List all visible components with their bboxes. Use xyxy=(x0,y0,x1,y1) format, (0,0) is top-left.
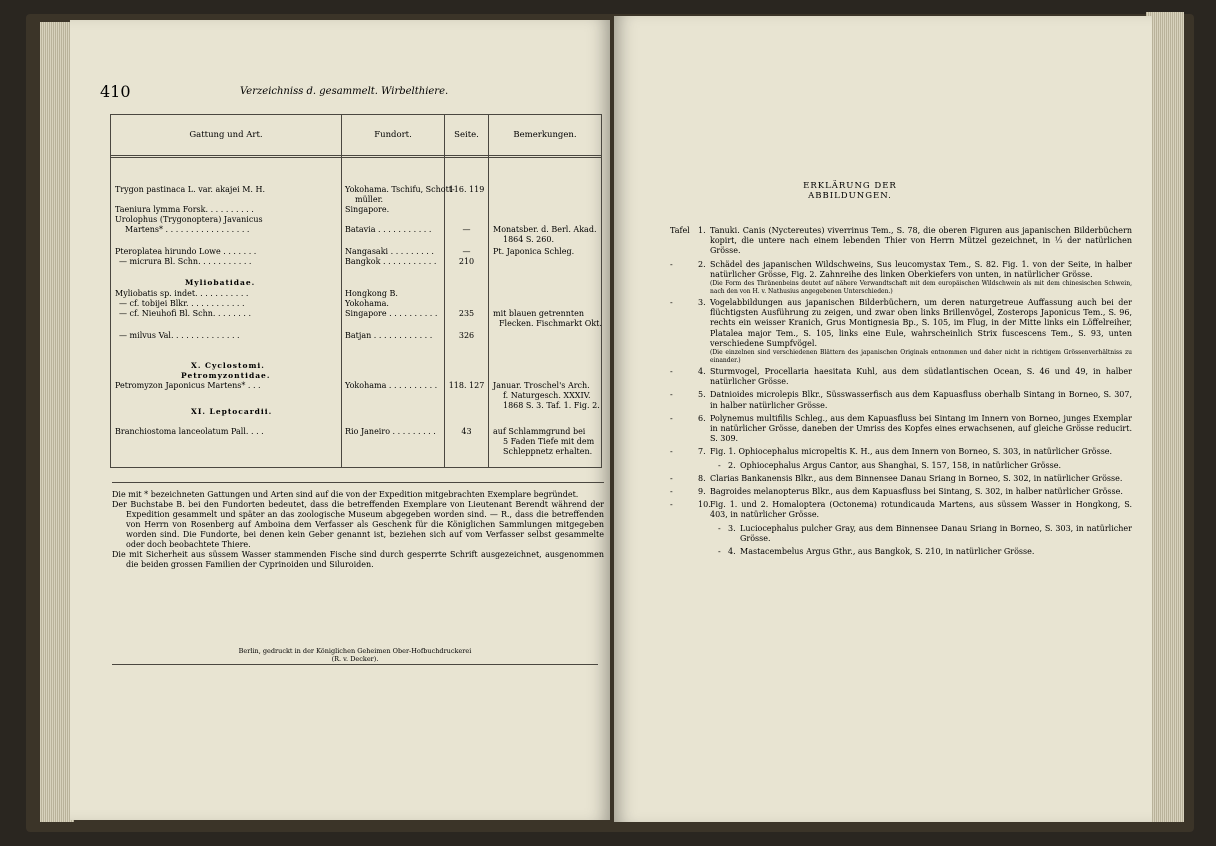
page-cell: 116. 119 xyxy=(448,185,485,194)
running-head: Verzeichniss d. gesammelt. Wirbelthiere. xyxy=(240,86,449,97)
footnotes xyxy=(112,490,604,570)
plate-number: 9. xyxy=(698,487,706,497)
footnote: Der Buchstabe B. bei den Fundorten bedeutet, dass die betreffenden Exemplare von Lieutenant Berendt während der Expedition gesammelt und später an das zoologische Museum abgegeben worden sind. — R., dass die betreffenden von Herrn von Rosenberg auf Amboina dem Verfasser als Geschenk für die Königlichen Sammlungen mitgegeben worden sind. Die Fundorte, bei denen kein Geber genannt ist, beziehen sich auf vom Verfasser selbst gesammelte oder doch beobachtete Thiere. xyxy=(112,500,604,549)
species-cell: Branchiostoma lanceolatum Pall. . . . xyxy=(115,427,264,436)
plate-label: - xyxy=(718,523,721,533)
location-cell: Bangkok . . . . . . . . . . . xyxy=(345,257,437,266)
plate-entry xyxy=(670,226,1132,257)
location-cell: Singapore. xyxy=(345,205,390,214)
footnote: Die mit * bezeichneten Gattungen und Arten sind auf die von der Expedition mitgebrachten Exemplare begründet. xyxy=(112,490,579,499)
plate-number: 4. xyxy=(728,547,736,557)
plate-text: Bagroides melanopterus Blkr., aus dem Kapuasfluss bei Sintang, S. 302, in halber natürlicher Grösse. xyxy=(710,487,1123,497)
location-cell: Rio Janeiro . . . . . . . . . xyxy=(345,427,436,436)
plate-label: - xyxy=(670,447,673,457)
plate-list xyxy=(670,226,1132,560)
remark-cell: Flecken. Fischmarkt Okt. xyxy=(499,319,602,328)
plate-entry xyxy=(670,524,1132,544)
plate-text: Vogelabbildungen aus japanischen Bilderbüchern, um deren naturgetreue Auffassung auch bei der flüchtigsten Ausführung zu zeigen, und zwar oben links Brillenvögel, Zosterops Japonicus Tem., S. 96, rechts ein weisser Kranich, Grus Montignesia Bp., S. 105, im Flug, in der Mitte links ein Löffelreiher, Platalea major Tem., S. 105, links eine Eule, wahrscheinlich Strix fuscescens Tem., S. 93, unten verschiedene Sumpfvögel. xyxy=(710,298,1132,348)
species-cell: — cf. tobijei Blkr. . . . . . . . . . . . xyxy=(119,299,245,308)
plate-text: Sturmvogel, Procellaria haesitata Kuhl, aus dem südatlantischen Ocean, S. 46 und 49, in halber natürlicher Grösse. xyxy=(710,367,1132,387)
plate-text: Clarias Bankanensis Blkr., aus dem Binnensee Danau Sriang in Borneo, S. 302, in natürlicher Grösse. xyxy=(710,473,1123,483)
group-heading: Myliobatidae. xyxy=(185,278,256,287)
location-cell: Yokohama. xyxy=(345,299,389,308)
plate-label: - xyxy=(670,390,673,400)
location-cell: Nangasaki . . . . . . . . . xyxy=(345,247,434,256)
remark-cell: f. Naturgesch. XXXIV. xyxy=(503,391,591,400)
page-cell: 235 xyxy=(458,309,475,318)
location-cell: Singapore . . . . . . . . . . xyxy=(345,309,438,318)
plate-entry xyxy=(670,260,1132,295)
plate-text: Schädel des japanischen Wildschweins, Sus leucomystax Tem., S. 82. Fig. 1. von der Seite, in halber natürlicher Grösse, Fig. 2. Zahnreihe des linken Oberkiefers von unten, in natürlicher Grösse. xyxy=(710,259,1132,279)
plate-number: 6. xyxy=(698,413,706,423)
species-cell: — cf. Nieuhofi Bl. Schn. . . . . . . . xyxy=(119,309,252,318)
plate-number: 3. xyxy=(728,523,736,533)
plate-entry xyxy=(670,298,1132,364)
plate-number: 2. xyxy=(728,460,736,470)
plate-number: 1. xyxy=(698,226,706,235)
location-cell: müller. xyxy=(355,195,384,204)
plate-number: 8. xyxy=(698,473,706,483)
species-cell: Taeniura lymma Forsk. . . . . . . . . . xyxy=(115,205,254,214)
divider xyxy=(112,482,604,483)
location-cell: Hongkong B. xyxy=(345,289,398,298)
plate-text: Fig. 1. und 2. Homaloptera (Octonema) rotundicauda Martens, aus süssem Wasser in Hongkong, S. 403, in natürlicher Grösse. xyxy=(710,500,1132,520)
page-cell: 210 xyxy=(458,257,475,266)
remark-cell: Monatsber. d. Berl. Akad. xyxy=(493,225,597,234)
species-cell: — micrura Bl. Schn. . . . . . . . . . . xyxy=(119,257,252,266)
plate-text: Ophiocephalus Argus Cantor, aus Shanghai, S. 157, 158, in natürlicher Grösse. xyxy=(740,460,1061,470)
imprint-line: (R. v. Decker). xyxy=(331,655,379,663)
plate-label: - xyxy=(670,413,673,423)
plate-label: - xyxy=(718,547,721,557)
imprint-line: Berlin, gedruckt in der Königlichen Geheimen Ober-Hofbuchdruckerei xyxy=(238,647,472,655)
col-header-location: Fundort. xyxy=(374,130,412,140)
plate-entry xyxy=(670,447,1132,457)
col-header-species: Gattung und Art. xyxy=(189,130,263,140)
plates-title: ERKLÄRUNG DER ABBILDUNGEN. xyxy=(803,181,897,201)
plate-entry xyxy=(670,390,1132,410)
location-cell: Yokohama. Tschifu, Schott- xyxy=(345,185,455,194)
page-cell: 118. 127 xyxy=(448,381,485,390)
plate-entry xyxy=(670,367,1132,387)
page-cell: — xyxy=(462,225,471,234)
location-cell: Batavia . . . . . . . . . . . xyxy=(345,225,432,234)
plate-label: - xyxy=(670,367,673,377)
printer-imprint xyxy=(112,647,598,663)
remark-cell: auf Schlammgrund bei xyxy=(493,427,586,436)
plate-text: Tanuki. Canis (Nyctereutes) viverrinus Tem., S. 78, die oberen Figuren aus japanischen Bilderbüchern kopirt, die untere nach einem lebenden Thier von Herrn Mützel gezeichnet, in ⅓ der natürlichen Grösse. xyxy=(710,226,1132,256)
plate-entry xyxy=(670,487,1132,497)
plate-text: Datnioides microlepis Blkr., Süsswasserfisch aus dem Kapuasfluss oberhalb Sintang in Borneo, S. 307, in halber natürlicher Grösse. xyxy=(710,390,1132,410)
species-cell: — milvus Val. . . . . . . . . . . . . . xyxy=(119,331,240,340)
col-header-remarks: Bemerkungen. xyxy=(513,130,577,140)
plate-number: 3. xyxy=(698,298,706,308)
plate-entry xyxy=(670,547,1132,557)
species-cell: Martens* . . . . . . . . . . . . . . . . . xyxy=(125,225,250,234)
plate-text: Mastacembelus Argus Gthr., aus Bangkok, S. 210, in natürlicher Grösse. xyxy=(740,547,1035,557)
page-cell: — xyxy=(462,247,471,256)
remark-cell: Pt. Japonica Schleg. xyxy=(493,247,575,256)
location-cell: Batjan . . . . . . . . . . . . xyxy=(345,331,433,340)
plate-number: 7. xyxy=(698,447,706,457)
plate-text: Luciocephalus pulcher Gray, aus dem Binnensee Danau Sriang in Borneo, S. 303, in natürlicher Grösse. xyxy=(740,523,1132,543)
species-cell: Myliobatis sp. indet. . . . . . . . . . . xyxy=(115,289,249,298)
footnote: Die mit Sicherheit aus süssem Wasser stammenden Fische sind durch gesperrte Schrift ausgezeichnet, ausgenommen die beiden grossen Familien der Cyprinoiden und Siluroiden. xyxy=(112,550,604,569)
plate-entry xyxy=(670,461,1132,471)
col-header-page: Seite. xyxy=(454,130,479,140)
plate-number: 2. xyxy=(698,259,706,269)
plate-label: Tafel xyxy=(670,226,690,235)
plate-entry xyxy=(670,500,1132,520)
group-heading: Petromyzontidae. xyxy=(181,371,271,380)
group-heading: XI. Leptocardii. xyxy=(191,407,273,416)
plate-label: - xyxy=(670,298,673,308)
remark-cell: mit blauen getrennten xyxy=(493,309,584,318)
species-cell: Petromyzon Japonicus Martens* . . . xyxy=(115,381,261,390)
plate-text: Fig. 1. Ophiocephalus micropeltis K. H., aus dem Innern von Borneo, S. 303, in natürlicher Grösse. xyxy=(710,447,1113,457)
location-cell: Yokohama . . . . . . . . . . xyxy=(345,381,438,390)
page-number: 410 xyxy=(100,82,131,101)
page-cell: 326 xyxy=(458,331,475,340)
plate-entry xyxy=(670,414,1132,445)
plate-number: 4. xyxy=(698,367,706,377)
species-cell: Trygon pastinaca L. var. akajei M. H. xyxy=(115,185,266,194)
species-table xyxy=(110,114,602,468)
plate-label: - xyxy=(670,259,673,269)
page-edges-left xyxy=(40,22,74,822)
bottom-rule xyxy=(112,664,598,665)
remark-cell: Januar. Troschel's Arch. xyxy=(493,381,590,390)
page-cell: 43 xyxy=(461,427,472,436)
plate-entry xyxy=(670,474,1132,484)
plate-text: Polynemus multifilis Schleg., aus dem Kapuasfluss bei Sintang im Innern von Borneo, junges Exemplar in natürlicher Grösse, daneben der Umriss des Kopfes eines erwachsenen, auf gleiche Grösse reducirt. S. 309. xyxy=(710,413,1132,444)
remark-cell: 5 Faden Tiefe mit dem xyxy=(503,437,595,446)
plate-label: - xyxy=(670,473,673,483)
group-heading: X. Cyclostomi. xyxy=(191,361,265,370)
remark-cell: 1868 S. 3. Taf. 1. Fig. 2. xyxy=(503,401,600,410)
plate-number: 10. xyxy=(698,500,711,510)
plate-note: (Die Form des Thränenbeins deutet auf nähere Verwandtschaft mit dem europäischen Wildschwein als mit dem chinesischen Schwein, nach den von H. v. Nathusius angegebenen Unterschieden.) xyxy=(710,280,1132,295)
plate-number: 5. xyxy=(698,390,706,400)
species-cell: Pteroplatea hirundo Lowe . . . . . . . xyxy=(115,247,257,256)
plate-label: - xyxy=(670,487,673,497)
plate-label: - xyxy=(718,460,721,470)
plate-note: (Die einzelnen sind verschiedenen Blättern des japanischen Originals entnommen und daher nicht in richtigem Grössenverhältniss zu einander.) xyxy=(710,349,1132,364)
species-cell: Urolophus (Trygonoptera) Javanicus xyxy=(115,215,263,224)
plate-label: - xyxy=(670,500,673,510)
remark-cell: 1864 S. 260. xyxy=(503,235,554,244)
remark-cell: Schleppnetz erhalten. xyxy=(503,447,593,456)
